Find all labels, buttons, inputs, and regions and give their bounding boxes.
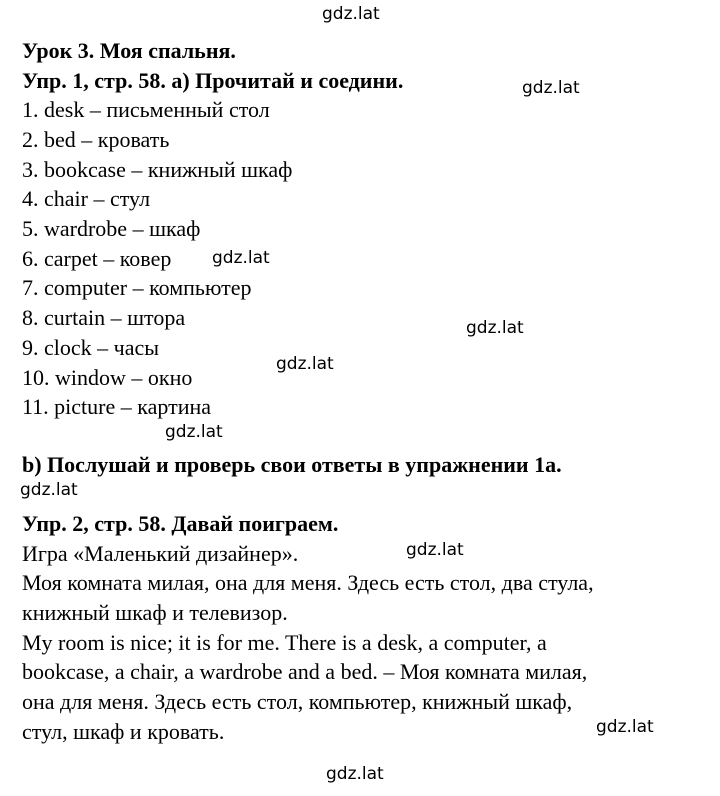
exercise-2-text: стул, шкаф и кровать. [22,719,225,744]
watermark: gdz.lat [406,540,464,560]
exercise-2-text: Игра «Маленький дизайнер». [22,541,299,566]
vocab-item: 5. wardrobe – шкаф [22,216,201,241]
watermark: gdz.lat [20,480,78,500]
lesson-title: Урок 3. Моя спальня. [22,38,236,63]
watermark: gdz.lat [212,248,270,268]
vocab-item: 4. chair – стул [22,186,151,211]
vocab-item: 8. curtain – штора [22,305,186,330]
exercise-2-heading: Упр. 2, стр. 58. Давай поиграем. [22,511,339,536]
exercise-1b-heading: b) Послушай и проверь свои ответы в упражнении 1a. [22,452,562,477]
vocab-item: 7. computer – компьютер [22,275,252,300]
exercise-2-text: My room is nice; it is for me. There is a desk, a computer, a [22,630,547,655]
exercise-1-heading: Упр. 1, стр. 58. a) Прочитай и соедини. [22,68,404,93]
vocab-item: 10. window – окно [22,365,193,390]
watermark: gdz.lat [322,4,380,24]
watermark: gdz.lat [466,318,524,338]
watermark: gdz.lat [165,422,223,442]
exercise-2-text: bookcase, a chair, a wardrobe and a bed. – Моя комната милая, [22,659,588,684]
watermark: gdz.lat [522,78,580,98]
exercise-2-text: книжный шкаф и телевизор. [22,600,288,625]
watermark: gdz.lat [596,717,654,737]
watermark: gdz.lat [326,764,384,784]
exercise-2-text: она для меня. Здесь есть стол, компьютер, книжный шкаф, [22,689,573,714]
vocab-item: 11. picture – картина [22,394,212,419]
watermark: gdz.lat [276,354,334,374]
vocab-item: 6. carpet – ковер [22,246,172,271]
exercise-2-text: Моя комната милая, она для меня. Здесь есть стол, два стула, [22,570,594,595]
vocab-item: 3. bookcase – книжный шкаф [22,157,293,182]
vocab-item: 1. desk – письменный стол [22,97,270,122]
vocab-item: 9. clock – часы [22,335,160,360]
vocab-item: 2. bed – кровать [22,127,170,152]
